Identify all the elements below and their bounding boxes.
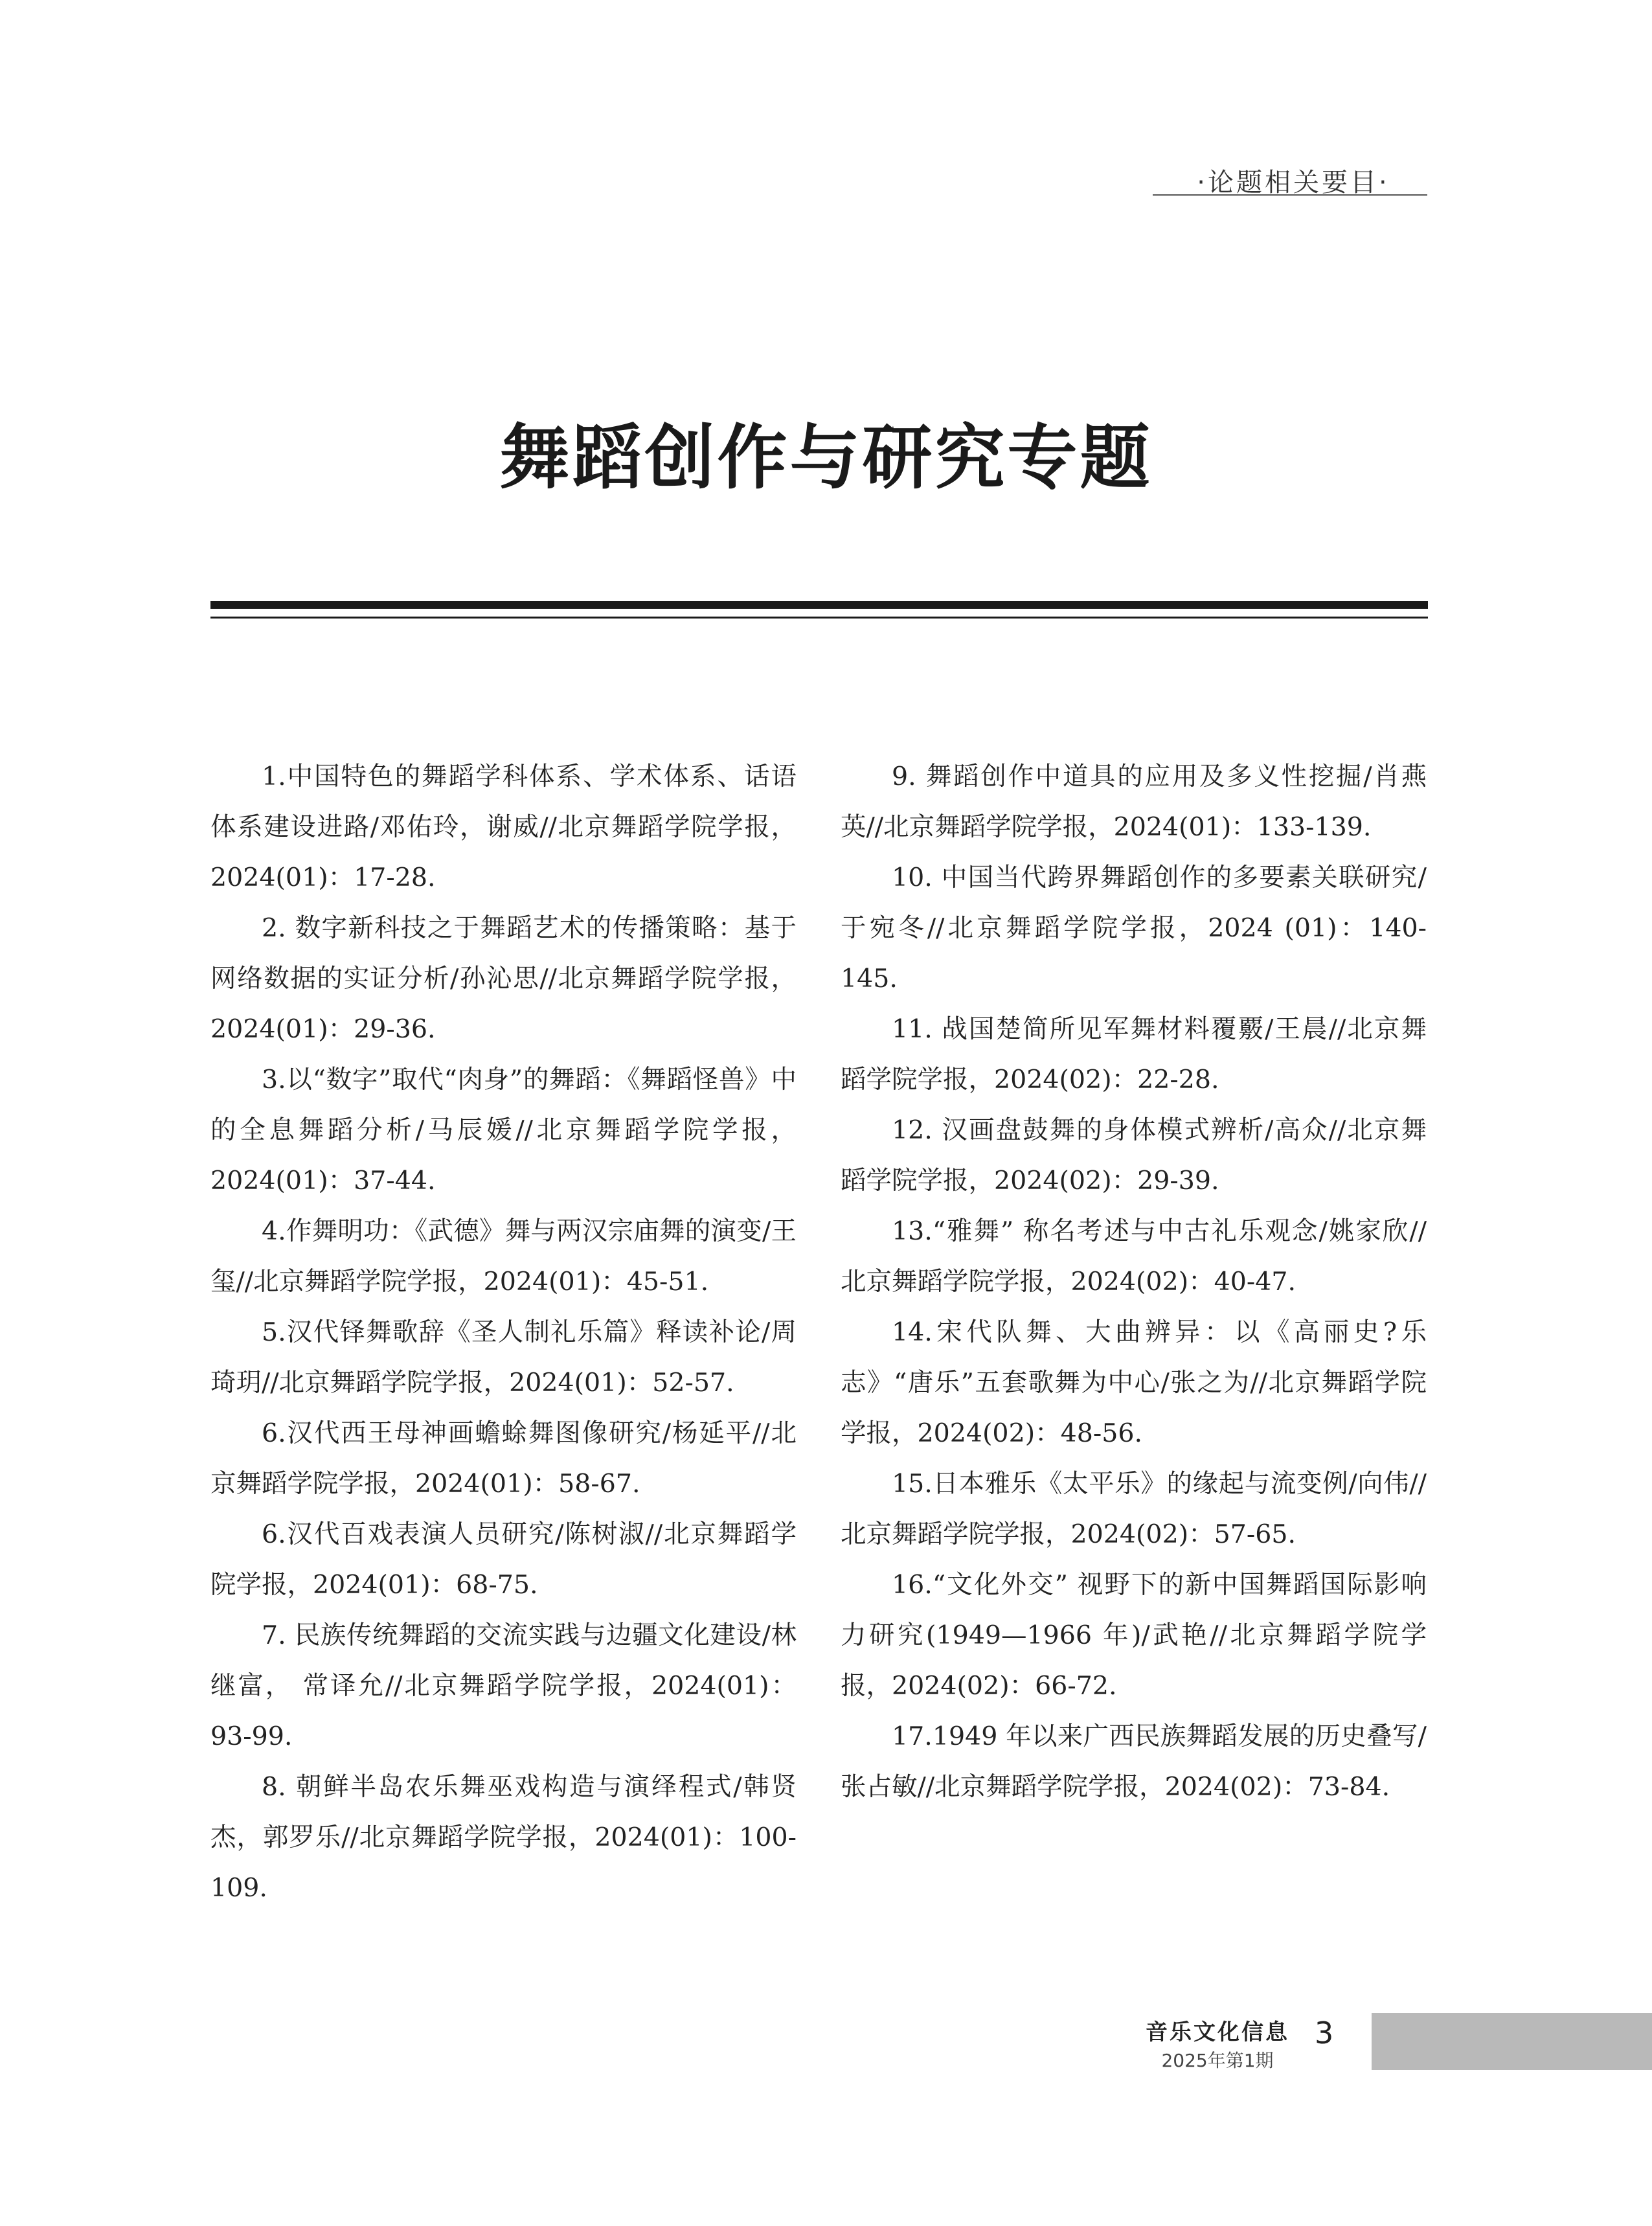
list-item: 17.1949 年以来广西民族舞蹈发展的历史叠写/张占敏//北京舞蹈学院学报，2024(02)：73-84. [841, 1721, 1427, 1802]
list-item: 8. 朝鲜半岛农乐舞巫戏构造与演绎程式/韩贤杰，郭罗乐//北京舞蹈学院学报，2024(01)：100-109. [210, 1772, 797, 1903]
list-item: 9. 舞蹈创作中道具的应用及多义性挖掘/肖燕英//北京舞蹈学院学报，2024(01)：133-139. [841, 762, 1427, 842]
list-item: 14.宋代队舞、大曲辨异：以《高丽史?乐志》“唐乐”五套歌舞为中心/张之为//北京舞蹈学院学报，2024(02)：48-56. [841, 1317, 1427, 1448]
list-item: 2. 数字新科技之于舞蹈艺术的传播策略：基于网络数据的实证分析/孙沁思//北京舞蹈学院学报，2024(01)：29-36. [210, 913, 797, 1044]
list-item: 4.作舞明功：《武德》舞与两汉宗庙舞的演变/王玺//北京舞蹈学院学报，2024(01)：45-51. [210, 1216, 797, 1297]
section-tag: ·论题相关要目· [1197, 168, 1390, 198]
list-item: 13.“雅舞” 称名考述与中古礼乐观念/姚家欣//北京舞蹈学院学报，2024(02)：40-47. [841, 1216, 1427, 1297]
list-item: 16.“文化外交” 视野下的新中国舞蹈国际影响力研究(1949—1966 年)/武艳//北京舞蹈学院学报，2024(02)：66-72. [841, 1570, 1427, 1701]
right-column [841, 751, 1427, 1812]
journal-name: 音乐文化信息 [1146, 2019, 1289, 2045]
list-item: 1.中国特色的舞蹈学科体系、学术体系、话语体系建设进路/邓佑玲，谢威//北京舞蹈学院学报，2024(01)：17-28. [210, 762, 797, 892]
list-item: 10. 中国当代跨界舞蹈创作的多要素关联研究/于宛冬//北京舞蹈学院学报，2024 (01)：140-145. [841, 863, 1427, 994]
title-rule-thin [210, 617, 1428, 619]
list-item: 6.汉代百戏表演人员研究/陈树淑//北京舞蹈学院学报，2024(01)：68-75. [210, 1519, 797, 1600]
list-item: 5.汉代铎舞歌辞《圣人制礼乐篇》释读补论/周琦玥//北京舞蹈学院学报，2024(01)：52-57. [210, 1317, 797, 1398]
page-title: 舞蹈创作与研究专题 [499, 417, 1153, 499]
list-item: 3.以“数字”取代“肉身”的舞蹈：《舞蹈怪兽》中的全息舞蹈分析/马辰媛//北京舞蹈学院学报，2024(01)：37-44. [210, 1065, 797, 1196]
issue-label: 2025年第1期 [1161, 2050, 1274, 2071]
section-tag-rule [1153, 194, 1427, 196]
list-item: 15.日本雅乐《太平乐》的缘起与流变例/向伟//北京舞蹈学院学报，2024(02)：57-65. [841, 1469, 1427, 1549]
list-item: 11. 战国楚简所见军舞材料覆覈/王晨//北京舞蹈学院学报，2024(02)：22-28. [841, 1014, 1427, 1095]
title-rule-thick [210, 601, 1428, 609]
list-item: 6.汉代西王母神画蟾蜍舞图像研究/杨延平//北京舞蹈学院学报，2024(01)：58-67. [210, 1418, 797, 1499]
left-column [210, 751, 797, 1913]
list-item: 7. 民族传统舞蹈的交流实践与边疆文化建设/林继富， 常译允//北京舞蹈学院学报，2024(01)：93-99. [210, 1620, 797, 1751]
page-edge-tab [1372, 2013, 1652, 2070]
page-number: 3 [1315, 2016, 1334, 2050]
list-item: 12. 汉画盘鼓舞的身体模式辨析/高众//北京舞蹈学院学报，2024(02)：29-39. [841, 1115, 1427, 1196]
